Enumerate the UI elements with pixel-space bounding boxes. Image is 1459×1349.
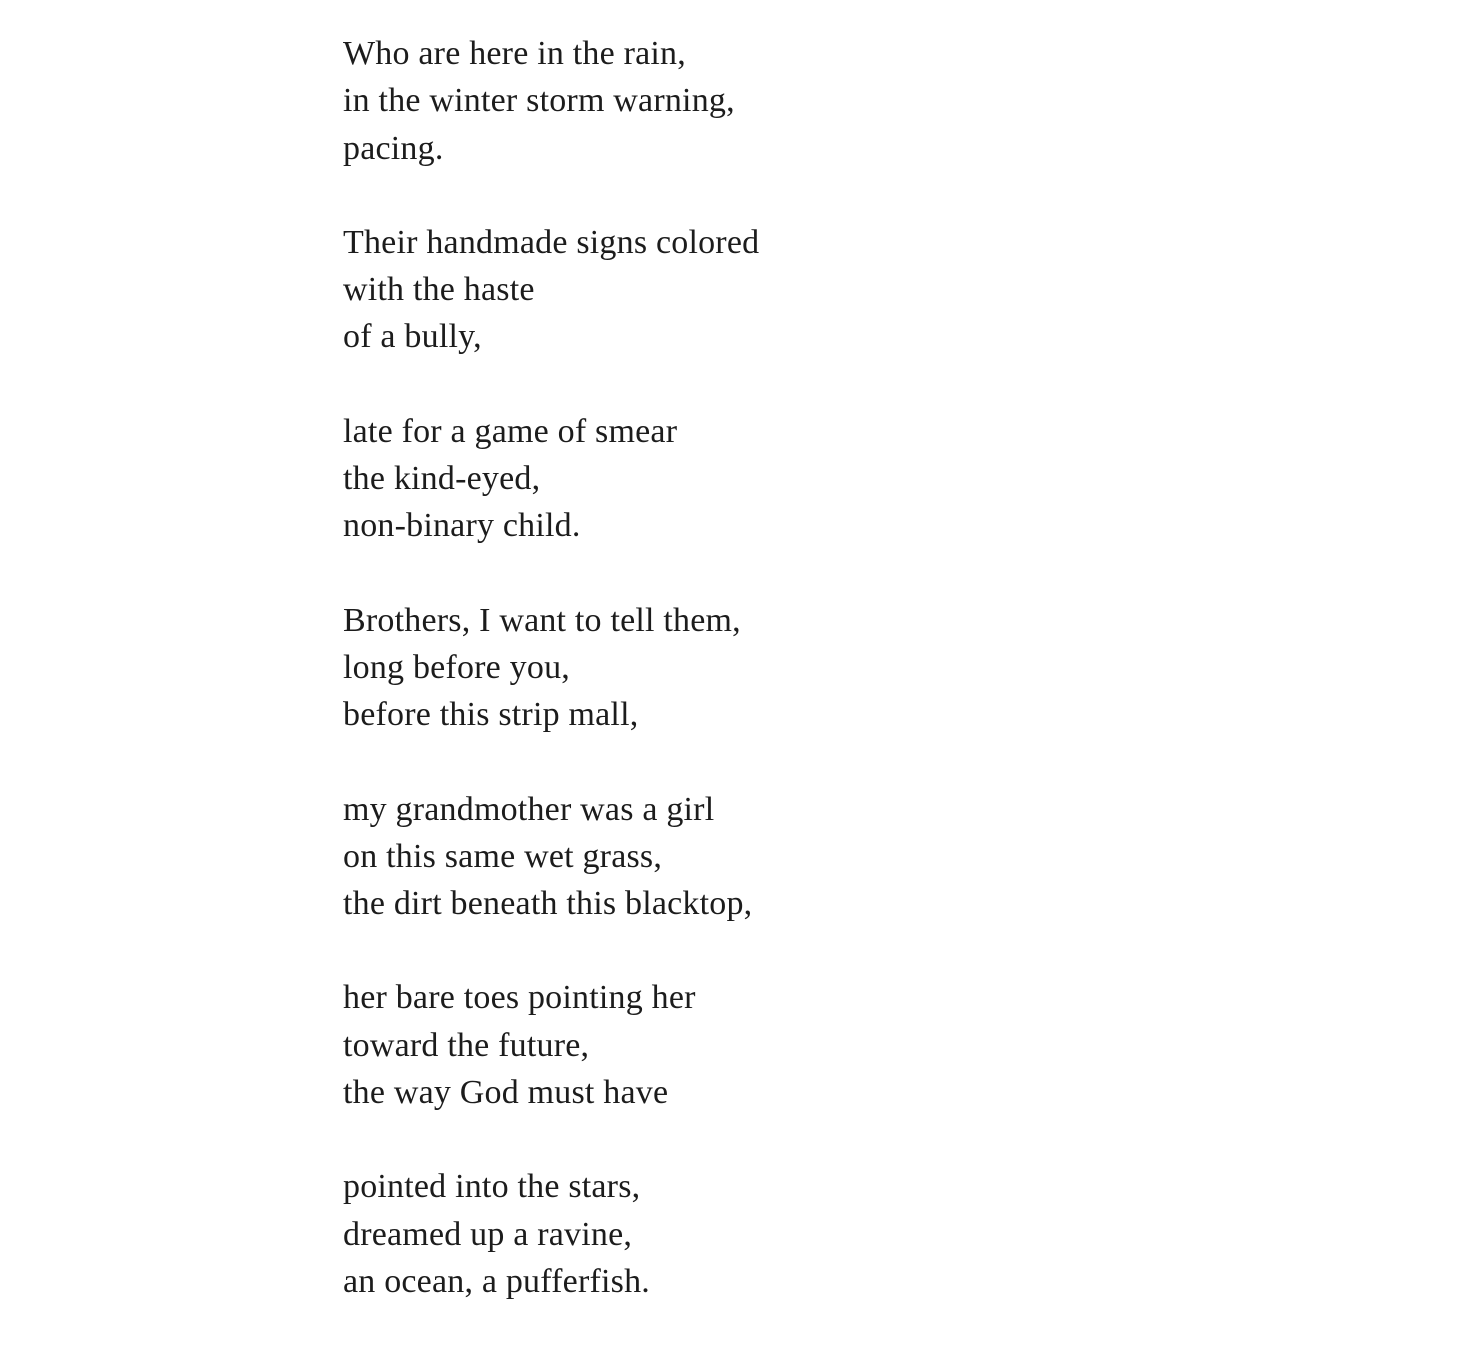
poem-line: pacing. (343, 129, 444, 167)
poem-line: the kind-eyed, (343, 460, 541, 498)
poem-line: of a bully, (343, 318, 482, 356)
stanza-5 (343, 786, 1343, 928)
poem-line: Who are here in the rain, (343, 35, 686, 72)
stanza-1 (343, 30, 1343, 172)
poem-line: Their handmade signs colored (343, 223, 760, 261)
poem-line: her bare toes pointing her (343, 979, 696, 1017)
poem-line: in the winter storm warning, (343, 82, 735, 120)
stanza-7 (343, 1163, 1343, 1305)
poem-line: before this strip mall, (343, 696, 639, 734)
poem-line: late for a game of smear (343, 412, 678, 450)
poem-line: toward the future, (343, 1026, 590, 1064)
poem-line: on this same wet grass, (343, 837, 663, 875)
stanza-4 (343, 597, 1343, 739)
poem-line: non-binary child. (343, 507, 581, 545)
poem-line: an ocean, a pufferfish. (343, 1262, 650, 1300)
stanza-6 (343, 974, 1343, 1116)
poem-line: with the haste (343, 271, 535, 309)
poem-line: dreamed up a ravine, (343, 1215, 633, 1253)
poem-line: pointed into the stars, (343, 1168, 641, 1206)
poem-line: the dirt beneath this blacktop, (343, 885, 753, 923)
poem-body (343, 30, 1343, 1305)
stanza-2 (343, 219, 1343, 361)
poem-line: Brothers, I want to tell them, (343, 601, 741, 639)
poem-line: long before you, (343, 648, 570, 686)
poem-line: the way God must have (343, 1074, 669, 1112)
poem-line: my grandmother was a girl (343, 790, 715, 828)
stanza-3 (343, 408, 1343, 550)
